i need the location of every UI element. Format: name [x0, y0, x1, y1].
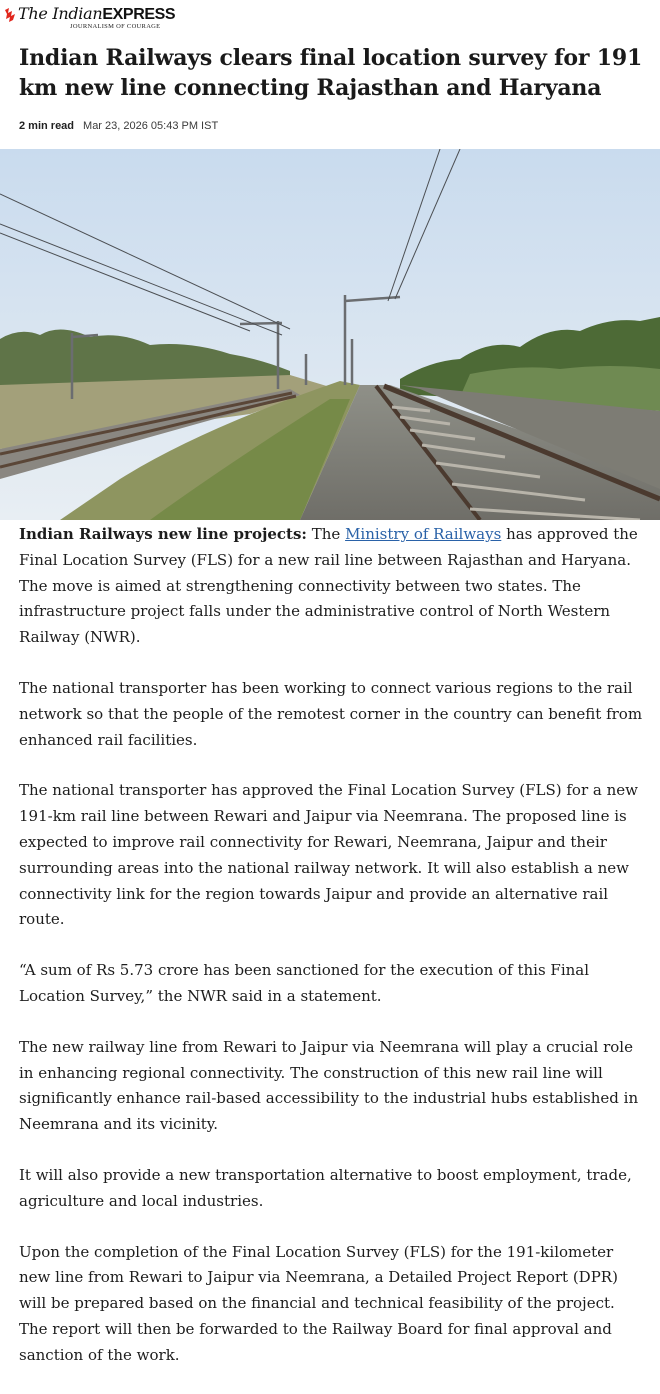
- logo-tagline: JOURNALISM OF COURAGE: [70, 23, 161, 30]
- article-headline: Indian Railways clears final location survey for 191 km new line connecting Rajasthan and Haryana: [19, 45, 643, 101]
- site-header: [0, 0, 660, 36]
- express-flame-icon: [4, 8, 16, 22]
- article-body: [19, 522, 644, 1394]
- publish-date: Mar 23, 2026 05:43 PM IST: [83, 120, 219, 132]
- paragraph-1: [19, 522, 644, 651]
- paragraph-3: The national transporter has approved the Final Location Survey (FLS) for a new 191-km rail line between Rewari and Jaipur via Neemrana. The proposed line is expected to improve rail connectivity for Rewari, Neemrana, Jaipur and their surrounding areas into the national railway network. It will also establish a new connectivity link for the region towards Jaipur and provide an alternative rail route.: [19, 781, 638, 929]
- logo-the-indian: The Indian: [18, 4, 103, 23]
- lead-label: Indian Railways new line projects:: [19, 525, 307, 543]
- paragraph-7: Upon the completion of the Final Location Survey (FLS) for the 191-kilometer new line from Rewari to Jaipur via Neemrana, a Detailed Project Report (DPR) will be prepared based on the financial and technical feasibility of the project. The report will then be forwarded to the Railway Board for final approval and sanction of the work.: [19, 1242, 618, 1364]
- read-time: 2 min read: [19, 120, 75, 132]
- article-meta: [19, 120, 218, 132]
- p1-text-post: has approved the Final Location Survey (FLS) for a new rail line between Rajasthan and Haryana. The move is aimed at strengthening connectivity between two states. The infrastructure project falls under the administrative control of North Western Railway (NWR).: [19, 525, 638, 647]
- paragraph-2: The national transporter has been working to connect various regions to the rail network so that the people of the remotest corner in the country can benefit from enhanced rail facilities.: [19, 678, 643, 749]
- railway-track-photo-icon: [0, 149, 660, 520]
- ministry-of-railways-link[interactable]: Ministry of Railways: [345, 525, 502, 543]
- hero-image: [0, 149, 660, 520]
- logo-express: EXPRESS: [102, 6, 176, 23]
- logo-wordmark: [18, 6, 175, 31]
- paragraph-4: “A sum of Rs 5.73 crore has been sanctioned for the execution of this Final Location Survey,” the NWR said in a statement.: [19, 961, 590, 1005]
- p1-text-pre: The: [306, 525, 346, 543]
- paragraph-5: The new railway line from Rewari to Jaipur via Neemrana will play a crucial role in enhancing regional connectivity. The construction of this new rail line will significantly enhance rail-based accessibility to the industrial hubs established in Neemrana and its vicinity.: [19, 1037, 639, 1134]
- site-logo[interactable]: [4, 6, 175, 31]
- paragraph-6: It will also provide a new transportation alternative to boost employment, trade, agriculture and local industries.: [19, 1165, 632, 1210]
